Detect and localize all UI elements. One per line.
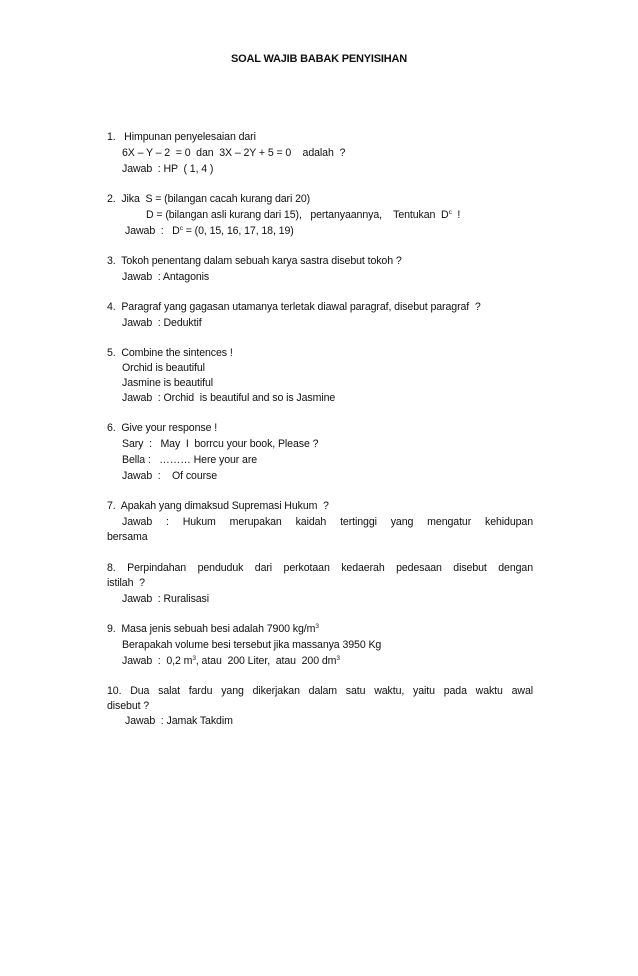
answer-3: Jawab : Antagonis: [122, 271, 210, 283]
question-10-continued: disebut ?: [107, 700, 150, 712]
question-6-dialog-2: Bella : ……… Here your are: [122, 454, 258, 466]
question-4: 4. Paragraf yang gagasan utamanya terletak diawal paragraf, disebut paragraf ?: [107, 301, 481, 313]
question-5: 5. Combine the sintences !: [107, 347, 233, 359]
question-1: 1. Himpunan penyelesaian dari: [107, 131, 256, 143]
answer-10: Jawab : Jamak Takdim: [125, 715, 233, 727]
question-5-sentence-2: Jasmine is beautiful: [122, 377, 214, 389]
question-5-sentence-1: Orchid is beautiful: [122, 362, 205, 374]
answer-4: Jawab : Deduktif: [122, 317, 202, 329]
question-8: 8. Perpindahan penduduk dari perkotaan kedaerah pedesaan disebut dengan: [107, 562, 533, 574]
question-10: 10. Dua salat fardu yang dikerjakan dalam satu waktu, yaitu pada waktu awal: [107, 685, 533, 697]
page-title: SOAL WAJIB BABAK PENYISIHAN: [231, 53, 407, 65]
answer-2: Jawab : $D^c = (0$, 15, 16, 17, 18, 19): [125, 225, 294, 237]
question-6: 6. Give your response !: [107, 422, 218, 434]
answer-7-continued: bersama: [107, 531, 148, 543]
question-1-equations: 6X – Y – 2 = 0 dan 3X – 2Y + 5 = 0 adalah ?: [122, 147, 346, 159]
answer-7: Jawab : Hukum merupakan kaidah tertinggi yang mengatur kehidupan: [122, 516, 533, 528]
question-3: 3. Tokoh penentang dalam sebuah karya sastra disebut tokoh ?: [107, 255, 402, 267]
answer-5: Jawab : Orchid is beautiful and so is Jasmine: [122, 392, 336, 404]
answer-8: Jawab : Ruralisasi: [122, 593, 210, 605]
answer-1: Jawab : HP ( 1, 4 ): [122, 163, 214, 175]
question-9-line-2: Berapakah volume besi tersebut jika massanya 3950 Kg: [122, 639, 382, 651]
question-6-dialog-1: Sary : May I borrcu your book, Please ?: [122, 438, 319, 450]
question-2-line-2: D = (bilangan asli kurang dari 15), pertanyaannya, Tentukan $D^c$ !: [146, 209, 461, 221]
answer-6: Jawab : Of course: [122, 470, 218, 482]
question-9: 9. Masa jenis sebuah besi adalah 7900 $kg/m^3$: [107, 623, 319, 635]
answer-9: Jawab : 0,2 $m^3$, atau 200 Liter, atau 200 $dm^3$: [122, 655, 340, 667]
question-2: 2. Jika S = (bilangan cacah kurang dari 20): [107, 193, 311, 205]
question-7: 7. Apakah yang dimaksud Supremasi Hukum ?: [107, 500, 329, 512]
question-8-continued: istilah ?: [107, 577, 145, 589]
